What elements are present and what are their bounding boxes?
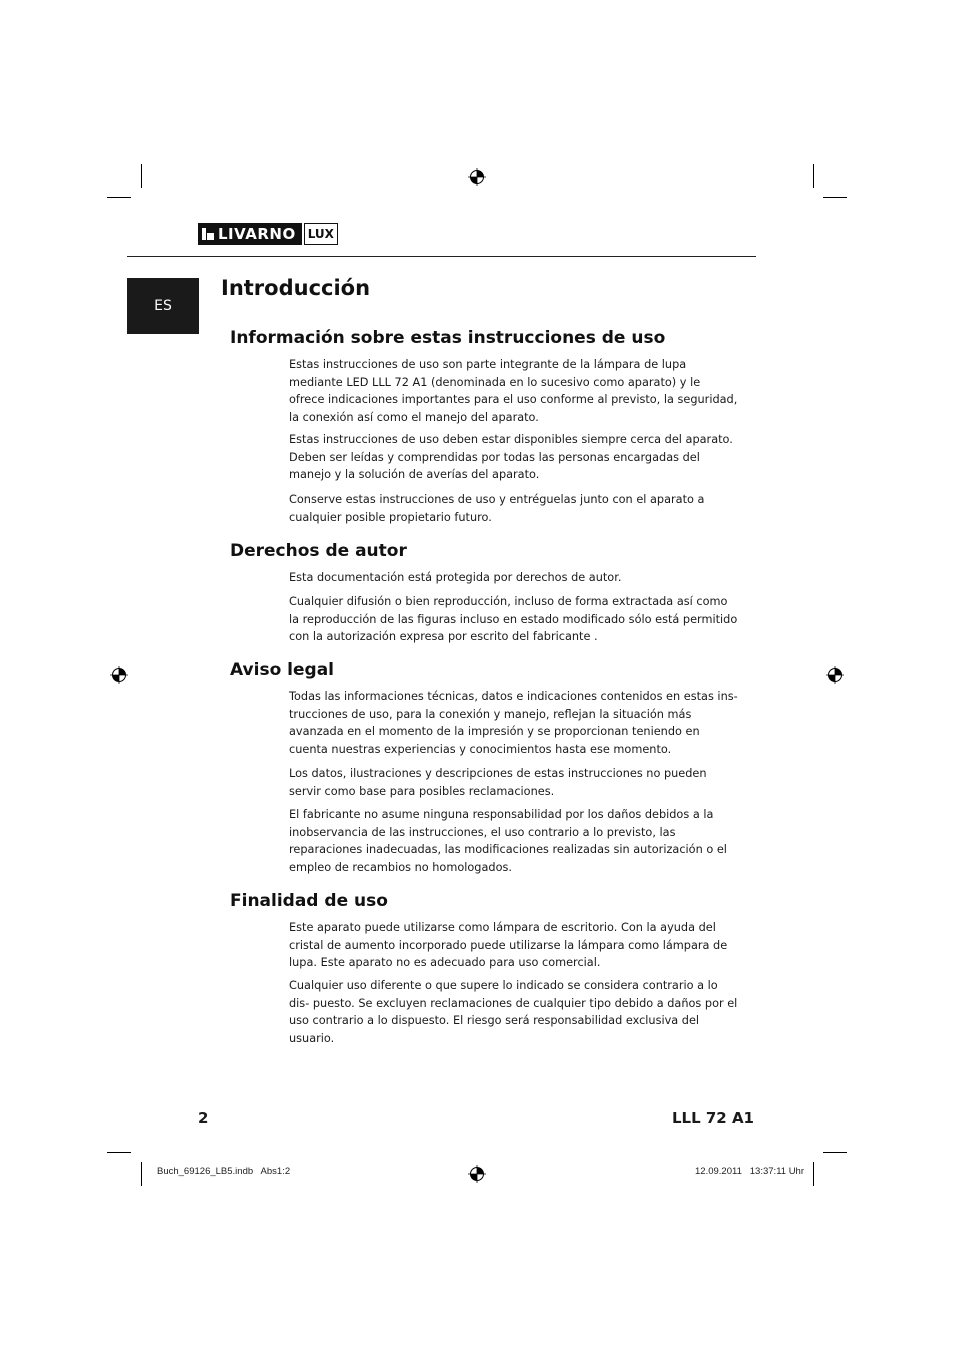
crop-mark bbox=[823, 1152, 847, 1153]
paragraph: Estas instrucciones de uso son parte integrante de la lámpara de lupa mediante LED LLL 72 A1 (denominada en lo sucesivo como aparato) y le ofrece indicaciones importantes para el uso conforme al previsto, la seguridad, la conexión así como el manejo del aparato. bbox=[289, 358, 738, 424]
page-title: Introducción bbox=[221, 276, 371, 300]
section-heading: Derechos de autor bbox=[230, 541, 407, 561]
header-rule bbox=[127, 256, 756, 257]
crop-mark bbox=[813, 1162, 814, 1186]
registration-mark-icon bbox=[110, 666, 128, 684]
paragraph: Los datos, ilustraciones y descripciones de estas instrucciones no pueden servir como base para posibles reclamaciones. bbox=[289, 767, 707, 798]
crop-mark bbox=[823, 197, 847, 198]
logo-mark-icon bbox=[202, 228, 214, 240]
brand-logo bbox=[198, 223, 338, 245]
paragraph: Cualquier uso diferente o que supere lo indicado se considera contrario a lo dis- puesto. Se excluyen reclamaciones de cualquier tipo debido a daños por el uso contrario a lo dispuesto. El riesgo será responsabilidad exclusiva del usuario. bbox=[289, 979, 738, 1045]
page-number: 2 bbox=[198, 1109, 209, 1127]
section-heading: Finalidad de uso bbox=[230, 891, 388, 911]
section-heading: Información sobre estas instrucciones de uso bbox=[230, 328, 666, 348]
brand-name: LIVARNO bbox=[218, 225, 296, 243]
brand-sub: LUX bbox=[304, 223, 338, 245]
crop-mark bbox=[813, 164, 814, 188]
registration-mark-icon bbox=[826, 666, 844, 684]
registration-mark-icon bbox=[468, 1165, 486, 1183]
model-number: LLL 72 A1 bbox=[671, 1109, 754, 1127]
paragraph: Estas instrucciones de uso deben estar disponibles siempre cerca del aparato. Deben ser leídas y comprendidas por todas las personas encargadas del manejo y la solución de averías del aparato. bbox=[289, 433, 733, 481]
paragraph: Cualquier difusión o bien reproducción, incluso de forma extractada así como la reproducción de las figuras incluso en estado modificado sólo está permitido con la autorización expresa por escrito del fabricante . bbox=[289, 595, 738, 643]
paragraph: Este aparato puede utilizarse como lámpara de escritorio. Con la ayuda del cristal de aumento incorporado puede utilizarse la lámpara como lámpara de lupa. Este aparato no es adecuado para uso comercial. bbox=[289, 921, 728, 969]
crop-mark bbox=[141, 164, 142, 188]
file-slug: Buch_69126_LB5.indb Abs1:2 bbox=[157, 1166, 291, 1177]
paragraph: Esta documentación está protegida por derechos de autor. bbox=[289, 571, 622, 584]
print-timestamp: 12.09.2011 13:37:11 Uhr bbox=[695, 1166, 804, 1177]
crop-mark bbox=[107, 197, 131, 198]
paragraph: Conserve estas instrucciones de uso y entréguelas junto con el aparato a cualquier posible propietario futuro. bbox=[289, 493, 705, 524]
crop-mark bbox=[107, 1152, 131, 1153]
registration-mark-icon bbox=[468, 168, 486, 186]
crop-mark bbox=[141, 1162, 142, 1186]
section-heading: Aviso legal bbox=[230, 660, 335, 680]
paragraph: El fabricante no asume ninguna responsabilidad por los daños debidos a la inobservancia de las instrucciones, el uso contrario a lo previsto, las reparaciones inadecuadas, las modificaciones realizadas sin autorización o el empleo de recambios no homologados. bbox=[289, 808, 727, 874]
paragraph: Todas las informaciones técnicas, datos e indicaciones contenidos en estas ins- trucciones de uso, para la conexión y manejo, reflejan la situación más avanzada en el momento de la impresión y se proporcionan teniendo en cuenta nuestras experiencias y conocimientos hasta ese momento. bbox=[289, 690, 738, 756]
language-tab: ES bbox=[127, 278, 199, 334]
